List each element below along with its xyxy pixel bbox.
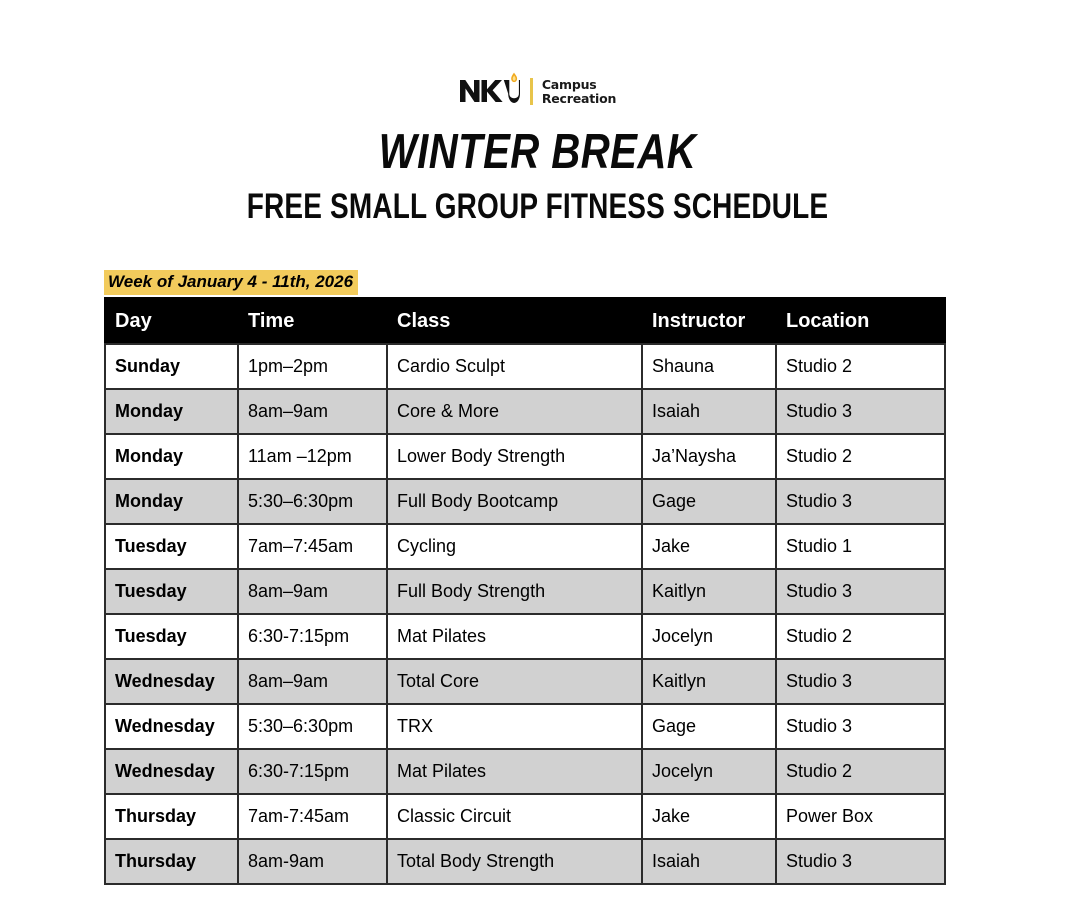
cell-day: Thursday <box>105 794 238 839</box>
logo-text-line1: Campus <box>541 77 597 92</box>
cell-instructor: Kaitlyn <box>642 659 776 704</box>
column-header-day: Day <box>105 298 238 344</box>
cell-instructor: Kaitlyn <box>642 569 776 614</box>
table-row <box>105 389 945 434</box>
week-range-banner: Week of January 4 - 11th, 2026 <box>104 270 358 295</box>
table-row <box>105 524 945 569</box>
cell-day: Monday <box>105 479 238 524</box>
cell-time: 8am–9am <box>238 569 387 614</box>
fitness-schedule-table <box>104 297 946 885</box>
cell-location: Studio 3 <box>776 479 945 524</box>
cell-class: Mat Pilates <box>387 749 642 794</box>
cell-instructor: Isaiah <box>642 839 776 884</box>
cell-instructor: Isaiah <box>642 389 776 434</box>
cell-instructor: Gage <box>642 704 776 749</box>
column-header-location: Location <box>776 298 945 344</box>
page-title: WINTER BREAK <box>378 125 697 179</box>
cell-time: 7am–7:45am <box>238 524 387 569</box>
cell-class: Lower Body Strength <box>387 434 642 479</box>
cell-day: Tuesday <box>105 614 238 659</box>
cell-instructor: Jake <box>642 794 776 839</box>
cell-class: TRX <box>387 704 642 749</box>
cell-location: Studio 3 <box>776 659 945 704</box>
cell-day: Wednesday <box>105 659 238 704</box>
cell-location: Studio 2 <box>776 344 945 389</box>
cell-location: Studio 3 <box>776 839 945 884</box>
cell-day: Thursday <box>105 839 238 884</box>
table-row <box>105 749 945 794</box>
nku-campus-recreation-logo <box>0 72 1075 111</box>
cell-time: 5:30–6:30pm <box>238 479 387 524</box>
cell-location: Studio 2 <box>776 614 945 659</box>
table-row <box>105 839 945 884</box>
table-row <box>105 794 945 839</box>
cell-day: Sunday <box>105 344 238 389</box>
cell-instructor: Jocelyn <box>642 749 776 794</box>
cell-class: Core & More <box>387 389 642 434</box>
cell-day: Monday <box>105 434 238 479</box>
cell-class: Full Body Bootcamp <box>387 479 642 524</box>
cell-location: Studio 1 <box>776 524 945 569</box>
logo-text-line2: Recreation <box>541 90 617 106</box>
cell-instructor: Gage <box>642 479 776 524</box>
cell-time: 11am –12pm <box>238 434 387 479</box>
cell-instructor: Shauna <box>642 344 776 389</box>
page-subtitle: FREE SMALL GROUP FITNESS SCHEDULE <box>246 187 829 226</box>
table-header <box>105 298 945 344</box>
cell-time: 8am–9am <box>238 659 387 704</box>
column-header-class: Class <box>387 298 642 344</box>
cell-instructor: Jocelyn <box>642 614 776 659</box>
table-body <box>105 344 945 884</box>
table-row <box>105 659 945 704</box>
cell-time: 5:30–6:30pm <box>238 704 387 749</box>
cell-time: 6:30-7:15pm <box>238 749 387 794</box>
cell-location: Power Box <box>776 794 945 839</box>
cell-time: 8am–9am <box>238 389 387 434</box>
table-row <box>105 344 945 389</box>
cell-class: Cardio Sculpt <box>387 344 642 389</box>
cell-class: Classic Circuit <box>387 794 642 839</box>
cell-day: Tuesday <box>105 524 238 569</box>
cell-time: 7am-7:45am <box>238 794 387 839</box>
cell-instructor: Ja’Naysha <box>642 434 776 479</box>
cell-time: 6:30-7:15pm <box>238 614 387 659</box>
cell-location: Studio 3 <box>776 569 945 614</box>
column-header-instructor: Instructor <box>642 298 776 344</box>
cell-day: Wednesday <box>105 749 238 794</box>
column-header-time: Time <box>238 298 387 344</box>
cell-day: Monday <box>105 389 238 434</box>
table-row <box>105 434 945 479</box>
cell-location: Studio 2 <box>776 749 945 794</box>
cell-class: Total Core <box>387 659 642 704</box>
table-row <box>105 479 945 524</box>
cell-location: Studio 3 <box>776 389 945 434</box>
cell-location: Studio 3 <box>776 704 945 749</box>
cell-location: Studio 2 <box>776 434 945 479</box>
nku-wordmark-icon <box>459 72 521 111</box>
table-row <box>105 704 945 749</box>
cell-class: Total Body Strength <box>387 839 642 884</box>
logo-divider <box>530 78 533 105</box>
cell-class: Cycling <box>387 524 642 569</box>
cell-class: Full Body Strength <box>387 569 642 614</box>
cell-time: 8am-9am <box>238 839 387 884</box>
cell-time: 1pm–2pm <box>238 344 387 389</box>
table-row <box>105 614 945 659</box>
table-header-row <box>105 298 945 344</box>
cell-day: Wednesday <box>105 704 238 749</box>
table-row <box>105 569 945 614</box>
cell-day: Tuesday <box>105 569 238 614</box>
cell-class: Mat Pilates <box>387 614 642 659</box>
cell-instructor: Jake <box>642 524 776 569</box>
